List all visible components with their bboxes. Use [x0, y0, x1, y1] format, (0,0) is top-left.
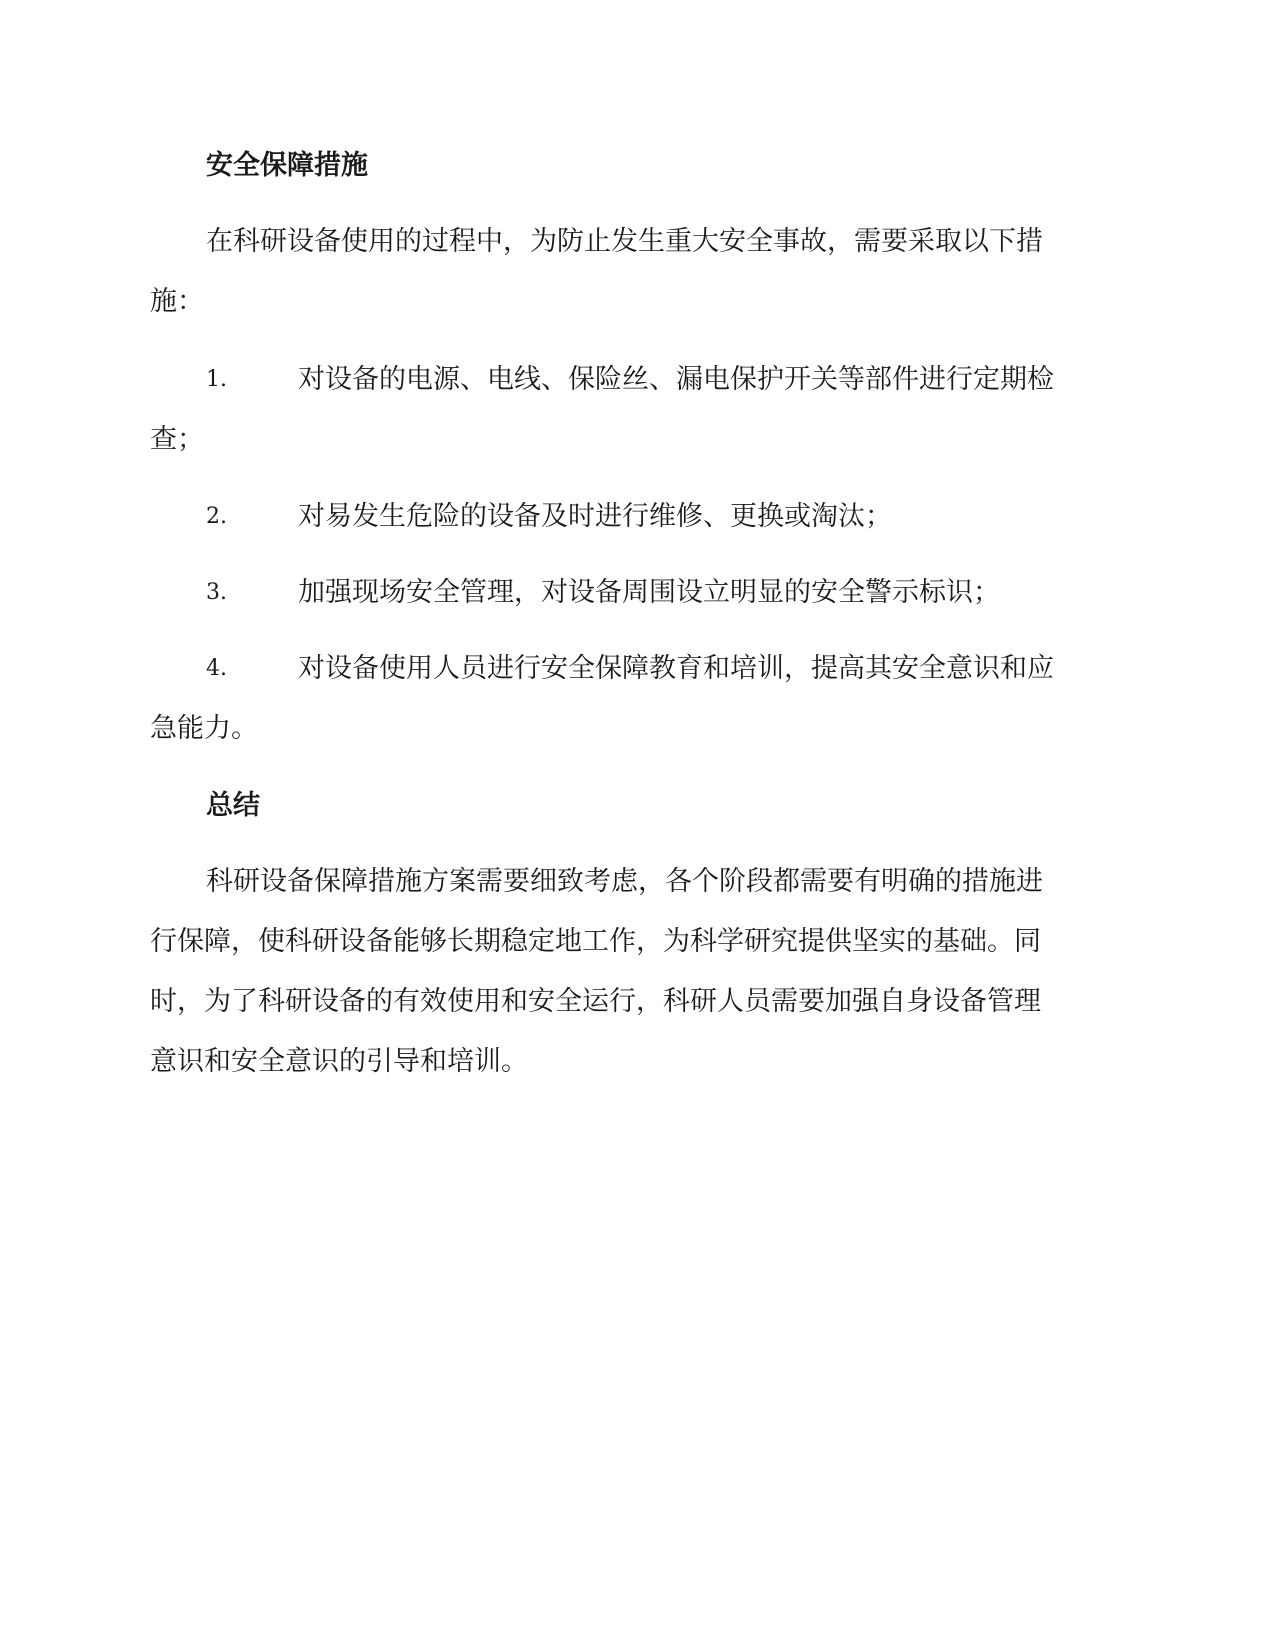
list-item-text: 对设备的电源、电线、保险丝、漏电保护开关等部件进行定期检 [298, 364, 1054, 395]
list-item-text: 查； [150, 424, 204, 455]
intro-line: 施： [150, 286, 204, 317]
list-item-text: 对易发生危险的设备及时进行维修、更换或淘汰； [298, 501, 892, 532]
section-heading-summary: 总结 [206, 790, 260, 821]
list-item-number: 3. [206, 580, 227, 605]
summary-line: 行保障，使科研设备能够长期稳定地工作，为科学研究提供坚实的基础。同 [150, 926, 1041, 957]
summary-line: 时，为了科研设备的有效使用和安全运行，科研人员需要加强自身设备管理 [150, 986, 1041, 1017]
list-item-text: 急能力。 [150, 713, 258, 744]
list-item-number: 2. [206, 504, 227, 529]
list-item-text: 加强现场安全管理，对设备周围设立明显的安全警示标识； [298, 577, 1000, 608]
section-heading-safety: 安全保障措施 [206, 150, 368, 181]
summary-line: 科研设备保障措施方案需要细致考虑，各个阶段都需要有明确的措施进 [206, 866, 1043, 897]
list-item-text: 对设备使用人员进行安全保障教育和培训，提高其安全意识和应 [298, 653, 1054, 684]
list-item-number: 1. [206, 367, 227, 392]
intro-line: 在科研设备使用的过程中，为防止发生重大安全事故，需要采取以下措 [206, 226, 1043, 257]
summary-line: 意识和安全意识的引导和培训。 [150, 1046, 528, 1077]
list-item-number: 4. [206, 656, 227, 681]
